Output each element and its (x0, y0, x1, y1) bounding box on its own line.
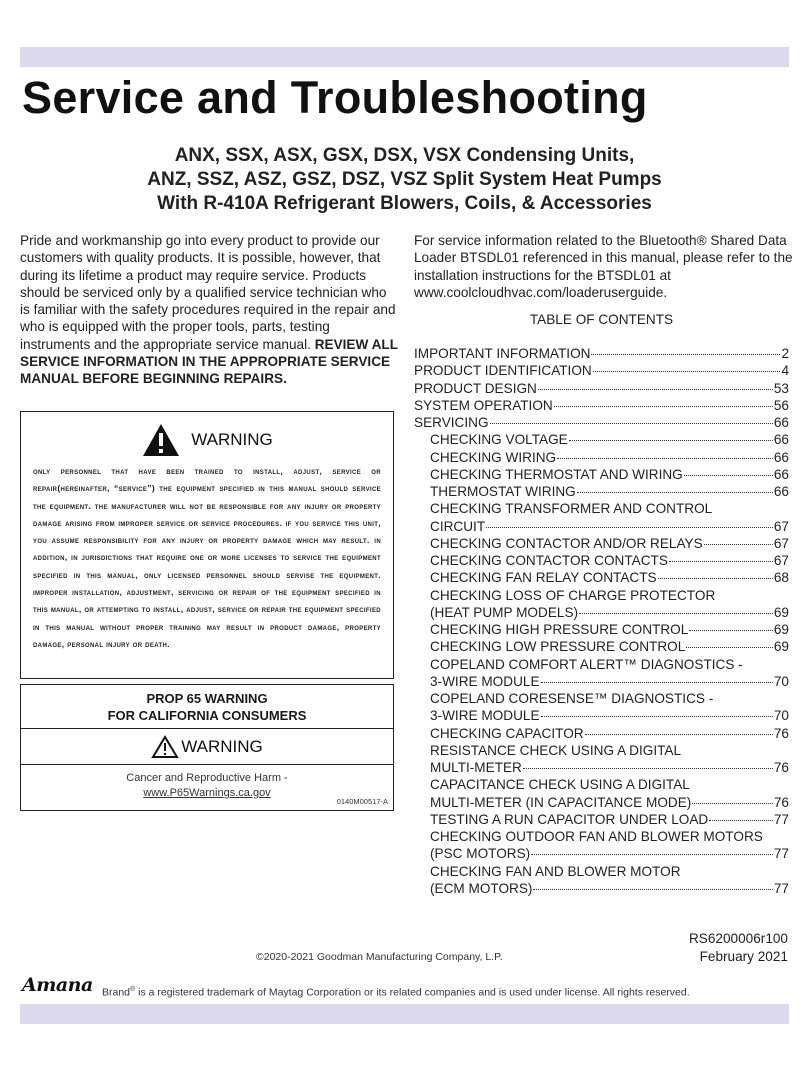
toc-entry[interactable] (414, 345, 789, 362)
toc-entry[interactable] (414, 845, 789, 862)
toc-entry-label: CIRCUIT (430, 518, 486, 534)
toc-entry-label: THERMOSTAT WIRING (430, 484, 576, 499)
toc-entry[interactable] (414, 880, 789, 897)
prop65-text: Cancer and Reproductive Harm - (126, 772, 288, 784)
toc-entry-page: 67 (773, 553, 789, 568)
toc-leader-dots (577, 492, 773, 493)
safety-warning-box (20, 411, 394, 679)
toc-entry-page: 66 (773, 415, 789, 430)
prop65-warning-label: WARNING (181, 737, 263, 756)
page-title: Service and Troubleshooting (22, 72, 648, 123)
toc-leader-dots (593, 371, 781, 372)
toc-entry-page: 66 (773, 484, 789, 499)
toc-entry[interactable] (414, 587, 789, 604)
toc-entry[interactable] (414, 569, 789, 586)
warning-header (21, 422, 393, 458)
toc-entry[interactable] (414, 673, 789, 690)
toc-leader-dots (579, 613, 773, 614)
warning-triangle-icon (151, 735, 179, 759)
subtitle-line: ANZ, SSZ, ASZ, GSZ, DSZ, VSZ Split System Heat Pumps (147, 169, 662, 190)
toc-entry[interactable] (414, 759, 789, 776)
toc-entry[interactable] (414, 500, 789, 517)
toc-entry[interactable] (414, 742, 789, 759)
toc-entry-label: COPELAND CORESENSE™ DIAGNOSTICS - (430, 691, 714, 706)
warning-triangle-icon (141, 422, 181, 458)
toc-entry[interactable] (414, 397, 789, 414)
toc-entry[interactable] (414, 707, 789, 724)
toc-entry-label: CHECKING OUTDOOR FAN AND BLOWER MOTORS (430, 829, 763, 844)
toc-entry-page: 76 (773, 725, 789, 741)
divider (21, 728, 393, 729)
subtitle-line: With R-410A Refrigerant Blowers, Coils, & Accessories (157, 193, 652, 214)
toc-entry[interactable] (414, 552, 789, 569)
toc-entry-page: 66 (773, 449, 789, 465)
toc-entry[interactable] (414, 431, 789, 448)
toc-entry-label: (HEAT PUMP MODELS) (430, 604, 579, 620)
toc-entry-label: CHECKING FAN RELAY CONTACTS (430, 570, 657, 586)
toc-entry-page: 69 (773, 622, 789, 637)
toc-entry-label: (PSC MOTORS) (430, 846, 531, 862)
toc-entry[interactable] (414, 604, 789, 621)
top-band (20, 47, 789, 67)
toc-entry-label: PRODUCT DESIGN (414, 380, 537, 396)
toc-title: TABLE OF CONTENTS (529, 312, 674, 327)
toc-entry[interactable] (414, 449, 789, 466)
toc-entry-page: 69 (773, 639, 789, 655)
toc-entry[interactable] (414, 656, 789, 673)
toc-entry-label: 3-WIRE MODULE (430, 673, 540, 689)
toc-entry[interactable] (414, 863, 789, 880)
toc-entry-label: CHECKING LOW PRESSURE CONTROL (430, 639, 686, 655)
brand-word: Brand (102, 986, 131, 999)
toc-entry-page: 66 (773, 466, 789, 482)
toc-entry-label: CHECKING CONTACTOR AND/OR RELAYS (430, 535, 703, 551)
toc-entry-label: CHECKING THERMOSTAT AND WIRING (430, 466, 683, 482)
toc-entry-page: 66 (773, 432, 789, 448)
toc-entry-label: TESTING A RUN CAPACITOR UNDER LOAD (430, 811, 709, 827)
intro-paragraph (20, 232, 400, 388)
registered-mark: ® (130, 986, 136, 993)
toc-entry-label: CHECKING TRANSFORMER AND CONTROL (430, 501, 713, 517)
toc-entry[interactable] (414, 466, 789, 483)
toc-leader-dots (669, 561, 773, 562)
toc-entry-label: CHECKING FAN AND BLOWER MOTOR (430, 863, 681, 879)
prop65-title-line: FOR CALIFORNIA CONSUMERS (107, 708, 307, 723)
toc-entry-label: MULTI-METER (IN CAPACITANCE MODE) (430, 794, 692, 810)
toc-entry-label: CHECKING HIGH PRESSURE CONTROL (430, 622, 689, 637)
toc-entry[interactable] (414, 725, 789, 742)
amana-logo: Amana (22, 974, 93, 996)
toc-entry-label: CHECKING LOSS OF CHARGE PROTECTOR (430, 587, 716, 603)
toc-leader-dots (692, 803, 773, 804)
toc-entry-label: CAPACITANCE CHECK USING A DIGITAL (430, 777, 690, 793)
prop65-title (21, 690, 393, 724)
doc-number: RS6200006r100 (688, 931, 788, 946)
warning-text: only personnel that have been trained to install, adjust, service or repair(hereinafter, “service”) the equipment specified in this manual should service the equipment. the manufacturer will not be responsible for any injury or property damage arising from improper service or service procedures. if you service this unit, you assume responsibility for any injury or property damage which may result. in addition, in jurisdictions that require one or more licenses to service the equipment specified in this manual, only licensed personnel should servise the equipment. improper installation, adjustment, servicing or repair of the equipment specified in this manual, or attempting to install, adjust, service or repair the equipment specified in this manual without proper training may result in product damage, property damage, personal injury or death. (33, 466, 382, 649)
toc-entry-label: IMPORTANT INFORMATION (414, 346, 591, 361)
toc-leader-dots (686, 647, 773, 648)
toc-entry-label: RESISTANCE CHECK USING A DIGITAL (430, 742, 682, 758)
toc-entry-label: MULTI-METER (430, 760, 522, 775)
toc-entry-page: 70 (773, 708, 789, 724)
toc-leader-dots (486, 527, 773, 528)
bottom-band (20, 1004, 789, 1024)
toc-entry-page: 77 (773, 811, 789, 827)
toc-leader-dots (538, 389, 773, 390)
toc-entry-label: CHECKING CAPACITOR (430, 725, 584, 741)
toc-entry-page: 69 (773, 604, 789, 620)
toc-leader-dots (709, 820, 773, 821)
toc-entry[interactable] (414, 794, 789, 811)
toc-entry[interactable] (414, 380, 789, 397)
toc-entry[interactable] (414, 362, 789, 379)
toc-leader-dots (554, 406, 773, 407)
toc-entry-page: 4 (781, 363, 789, 379)
toc-entry-page: 56 (773, 397, 789, 413)
toc-entry-page: 68 (773, 570, 789, 586)
toc-entry-page: 76 (773, 794, 789, 810)
prop65-title-line: PROP 65 WARNING (146, 691, 268, 706)
toc-leader-dots (557, 458, 773, 459)
toc-entry[interactable] (414, 811, 789, 828)
toc-entry[interactable] (414, 690, 789, 707)
toc-entry-page: 76 (773, 760, 789, 775)
toc-entry-label: (ECM MOTORS) (430, 880, 533, 896)
toc-entry-label: CHECKING WIRING (430, 449, 557, 465)
toc-entry[interactable] (414, 621, 789, 638)
trademark-notice (102, 986, 690, 999)
toc-leader-dots (531, 854, 773, 855)
toc-entry-page: 77 (773, 880, 789, 896)
toc-entry-page: 70 (773, 673, 789, 689)
prop65-code: 0140M00517-A (336, 797, 388, 806)
toc-leader-dots (541, 682, 773, 683)
copyright: ©2020-2021 Goodman Manufacturing Company, L.P. (256, 951, 503, 963)
table-of-contents (414, 345, 789, 897)
toc-entry-page: 2 (781, 346, 789, 361)
toc-leader-dots (523, 768, 773, 769)
toc-leader-dots (490, 423, 773, 424)
prop65-box (20, 684, 394, 811)
toc-leader-dots (684, 475, 773, 476)
toc-entry-page: 67 (773, 518, 789, 534)
toc-leader-dots (591, 354, 780, 355)
doc-date: February 2021 (699, 949, 788, 964)
toc-entry-label: SERVICING (414, 415, 489, 430)
intro-text: Pride and workmanship go into every product to provide our customers with quality products. It is possible, however, that during its lifetime a product may require service. Products should be serviced only by a qualified service technician who is familiar with the safety procedures required in the repair and who is equipped with the proper tools, parts, testing instruments and the appropriate service manual. (20, 233, 396, 352)
intro-emphasis: REVIEW ALL SERVICE INFORMATION IN THE APPROPRIATE SERVICE MANUAL BEFORE BEGINNING REPAIRS. (20, 336, 398, 387)
service-info-paragraph: For service information related to the Bluetooth® Shared Data Loader BTSDL01 referenced in this manual, please refer to the installation instructions for the BTSDL01 at www.coolcloudhvac.com/loaderuserguide. (414, 233, 793, 300)
trademark-text: is a registered trademark of Maytag Corporation or its related companies and is used under license. All rights reserved. (135, 986, 690, 999)
toc-entry-page: 77 (773, 846, 789, 862)
toc-entry-label: CHECKING VOLTAGE (430, 432, 568, 448)
warning-label: WARNING (191, 430, 273, 449)
prop65-link[interactable]: www.P65Warnings.ca.gov (143, 787, 271, 799)
divider (21, 764, 393, 765)
toc-entry-label: PRODUCT IDENTIFICATION (414, 363, 592, 379)
toc-leader-dots (689, 630, 773, 631)
toc-entry-page: 53 (773, 380, 789, 396)
toc-entry[interactable] (414, 828, 789, 845)
toc-leader-dots (658, 578, 773, 579)
toc-entry[interactable] (414, 518, 789, 535)
toc-entry-label: CHECKING CONTACTOR CONTACTS (430, 553, 668, 568)
product-subtitle (20, 144, 789, 216)
toc-entry[interactable] (414, 414, 789, 431)
toc-leader-dots (704, 544, 773, 545)
toc-entry-label: 3-WIRE MODULE (430, 708, 540, 724)
toc-entry[interactable] (414, 776, 789, 793)
toc-entry[interactable] (414, 535, 789, 552)
toc-leader-dots (569, 440, 773, 441)
toc-entry[interactable] (414, 483, 789, 500)
toc-leader-dots (533, 889, 772, 890)
toc-entry[interactable] (414, 638, 789, 655)
prop65-warning-header (21, 735, 393, 759)
toc-entry-label: SYSTEM OPERATION (414, 397, 553, 413)
toc-entry-label: COPELAND COMFORT ALERT™ DIAGNOSTICS - (430, 656, 743, 672)
toc-leader-dots (541, 716, 773, 717)
document-id (689, 930, 788, 966)
subtitle-line: ANX, SSX, ASX, GSX, DSX, VSX Condensing Units, (174, 145, 635, 166)
toc-entry-page: 67 (773, 535, 789, 551)
toc-leader-dots (585, 734, 773, 735)
